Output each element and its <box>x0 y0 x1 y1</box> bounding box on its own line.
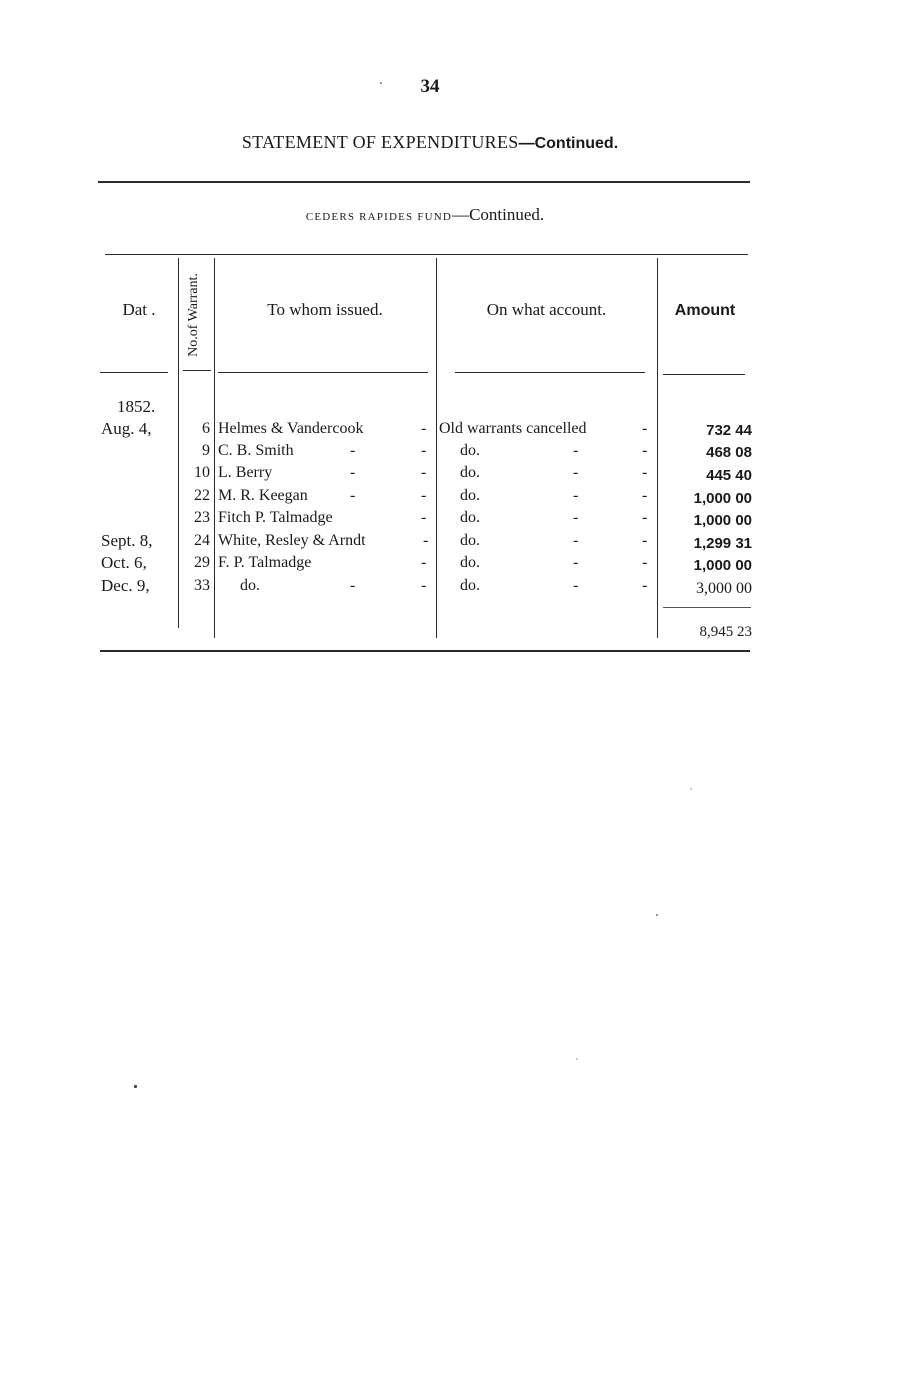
row-account: do. <box>460 554 480 571</box>
header-amount: Amount <box>674 302 736 319</box>
row-to-whom: L. Berry <box>218 464 273 481</box>
leader-dash: - <box>642 464 648 481</box>
header-rule-name <box>218 372 428 373</box>
leader-dash: - <box>421 420 427 437</box>
row-to-whom: M. R. Keegan <box>218 487 308 504</box>
row-account: do. <box>460 577 480 594</box>
row-warrant: 6 <box>202 420 210 437</box>
header-rule-amount <box>663 374 745 375</box>
leader-dash: - <box>350 487 356 504</box>
leader-dash: - <box>421 464 427 481</box>
row-warrant: 33 <box>194 577 210 594</box>
header-date: Dat . <box>122 300 156 319</box>
leader-dash: - <box>642 532 648 549</box>
divider-account-amount <box>657 258 658 638</box>
row-amount: 1,000 00 <box>693 557 752 574</box>
leader-dash: - <box>350 577 356 594</box>
header-rule-account <box>455 372 645 373</box>
row-warrant: 22 <box>194 487 210 504</box>
table-bottom-rule <box>100 650 750 652</box>
leader-dash: - <box>421 509 427 526</box>
row-account: do. <box>460 509 480 526</box>
row-to-whom: C. B. Smith <box>218 442 294 459</box>
leader-dash: - <box>642 442 648 459</box>
row-amount: 468 08 <box>706 444 752 461</box>
row-account: do. <box>460 532 480 549</box>
leader-dash: - <box>573 509 579 526</box>
row-to-whom: do. <box>240 577 260 594</box>
leader-dash: - <box>350 442 356 459</box>
leader-dash: - <box>642 577 648 594</box>
table-top-rule <box>105 254 748 255</box>
total-amount: 8,945 23 <box>699 624 752 640</box>
leader-dash: - <box>350 464 356 481</box>
row-to-whom: Helmes & Vandercook <box>218 420 364 437</box>
fund-heading <box>0 205 850 225</box>
top-rule <box>98 181 750 183</box>
row-to-whom: Fitch P. Talmadge <box>218 509 333 526</box>
header-rule-warrant <box>183 370 211 371</box>
title-main: STATEMENT OF EXPENDITURES <box>241 132 519 152</box>
row-warrant: 29 <box>194 554 210 571</box>
leader-dash: - <box>573 464 579 481</box>
header-rule-date <box>100 372 168 373</box>
leader-dash: - <box>642 554 648 571</box>
row-date: Aug. 4, <box>101 419 152 438</box>
row-date: Sept. 8, <box>101 531 153 550</box>
row-date: Oct. 6, <box>101 553 147 572</box>
leader-dash: - <box>573 554 579 571</box>
leader-dash: - <box>423 532 429 549</box>
header-to-whom: To whom issued. <box>267 300 383 319</box>
page-number: 34 <box>420 76 440 97</box>
row-warrant: 9 <box>202 442 210 459</box>
divider-date-warrant <box>178 258 179 628</box>
leader-dash: - <box>421 577 427 594</box>
year-label: 1852. <box>117 397 156 416</box>
leader-dash: - <box>421 487 427 504</box>
leader-dash: - <box>642 420 648 437</box>
fund-name: CEDERS RAPIDES FUND <box>305 211 453 223</box>
row-warrant: 24 <box>194 532 210 549</box>
row-amount: 445 40 <box>706 467 752 484</box>
fund-continued: —Continued. <box>452 205 545 224</box>
header-account: On what account. <box>486 300 607 319</box>
row-to-whom: F. P. Talmadge <box>218 554 312 571</box>
row-amount: 732 44 <box>706 422 752 439</box>
leader-dash: - <box>573 577 579 594</box>
leader-dash: - <box>421 442 427 459</box>
title-continued: —Continued. <box>518 135 619 152</box>
leader-dash: - <box>421 554 427 571</box>
leader-dash: - <box>573 532 579 549</box>
row-to-whom: White, Resley & Arndt <box>218 532 366 549</box>
row-account: do. <box>460 464 480 481</box>
row-account: Old warrants cancelled <box>439 420 587 437</box>
total-rule <box>663 607 751 608</box>
row-warrant: 10 <box>194 464 210 481</box>
row-date: Dec. 9, <box>101 576 150 595</box>
row-amount: 1,000 00 <box>693 512 752 529</box>
leader-dash: - <box>642 509 648 526</box>
page-title <box>0 132 860 153</box>
row-warrant: 23 <box>194 509 210 526</box>
leader-dash: - <box>573 487 579 504</box>
row-amount: 1,299 31 <box>693 535 752 552</box>
leader-dash: - <box>642 487 648 504</box>
row-account: do. <box>460 442 480 459</box>
row-amount: 1,000 00 <box>693 490 752 507</box>
leader-dash: - <box>573 442 579 459</box>
row-amount: 3,000 00 <box>696 580 752 597</box>
row-account: do. <box>460 487 480 504</box>
header-warrant: No.of Warrant. <box>186 273 201 357</box>
